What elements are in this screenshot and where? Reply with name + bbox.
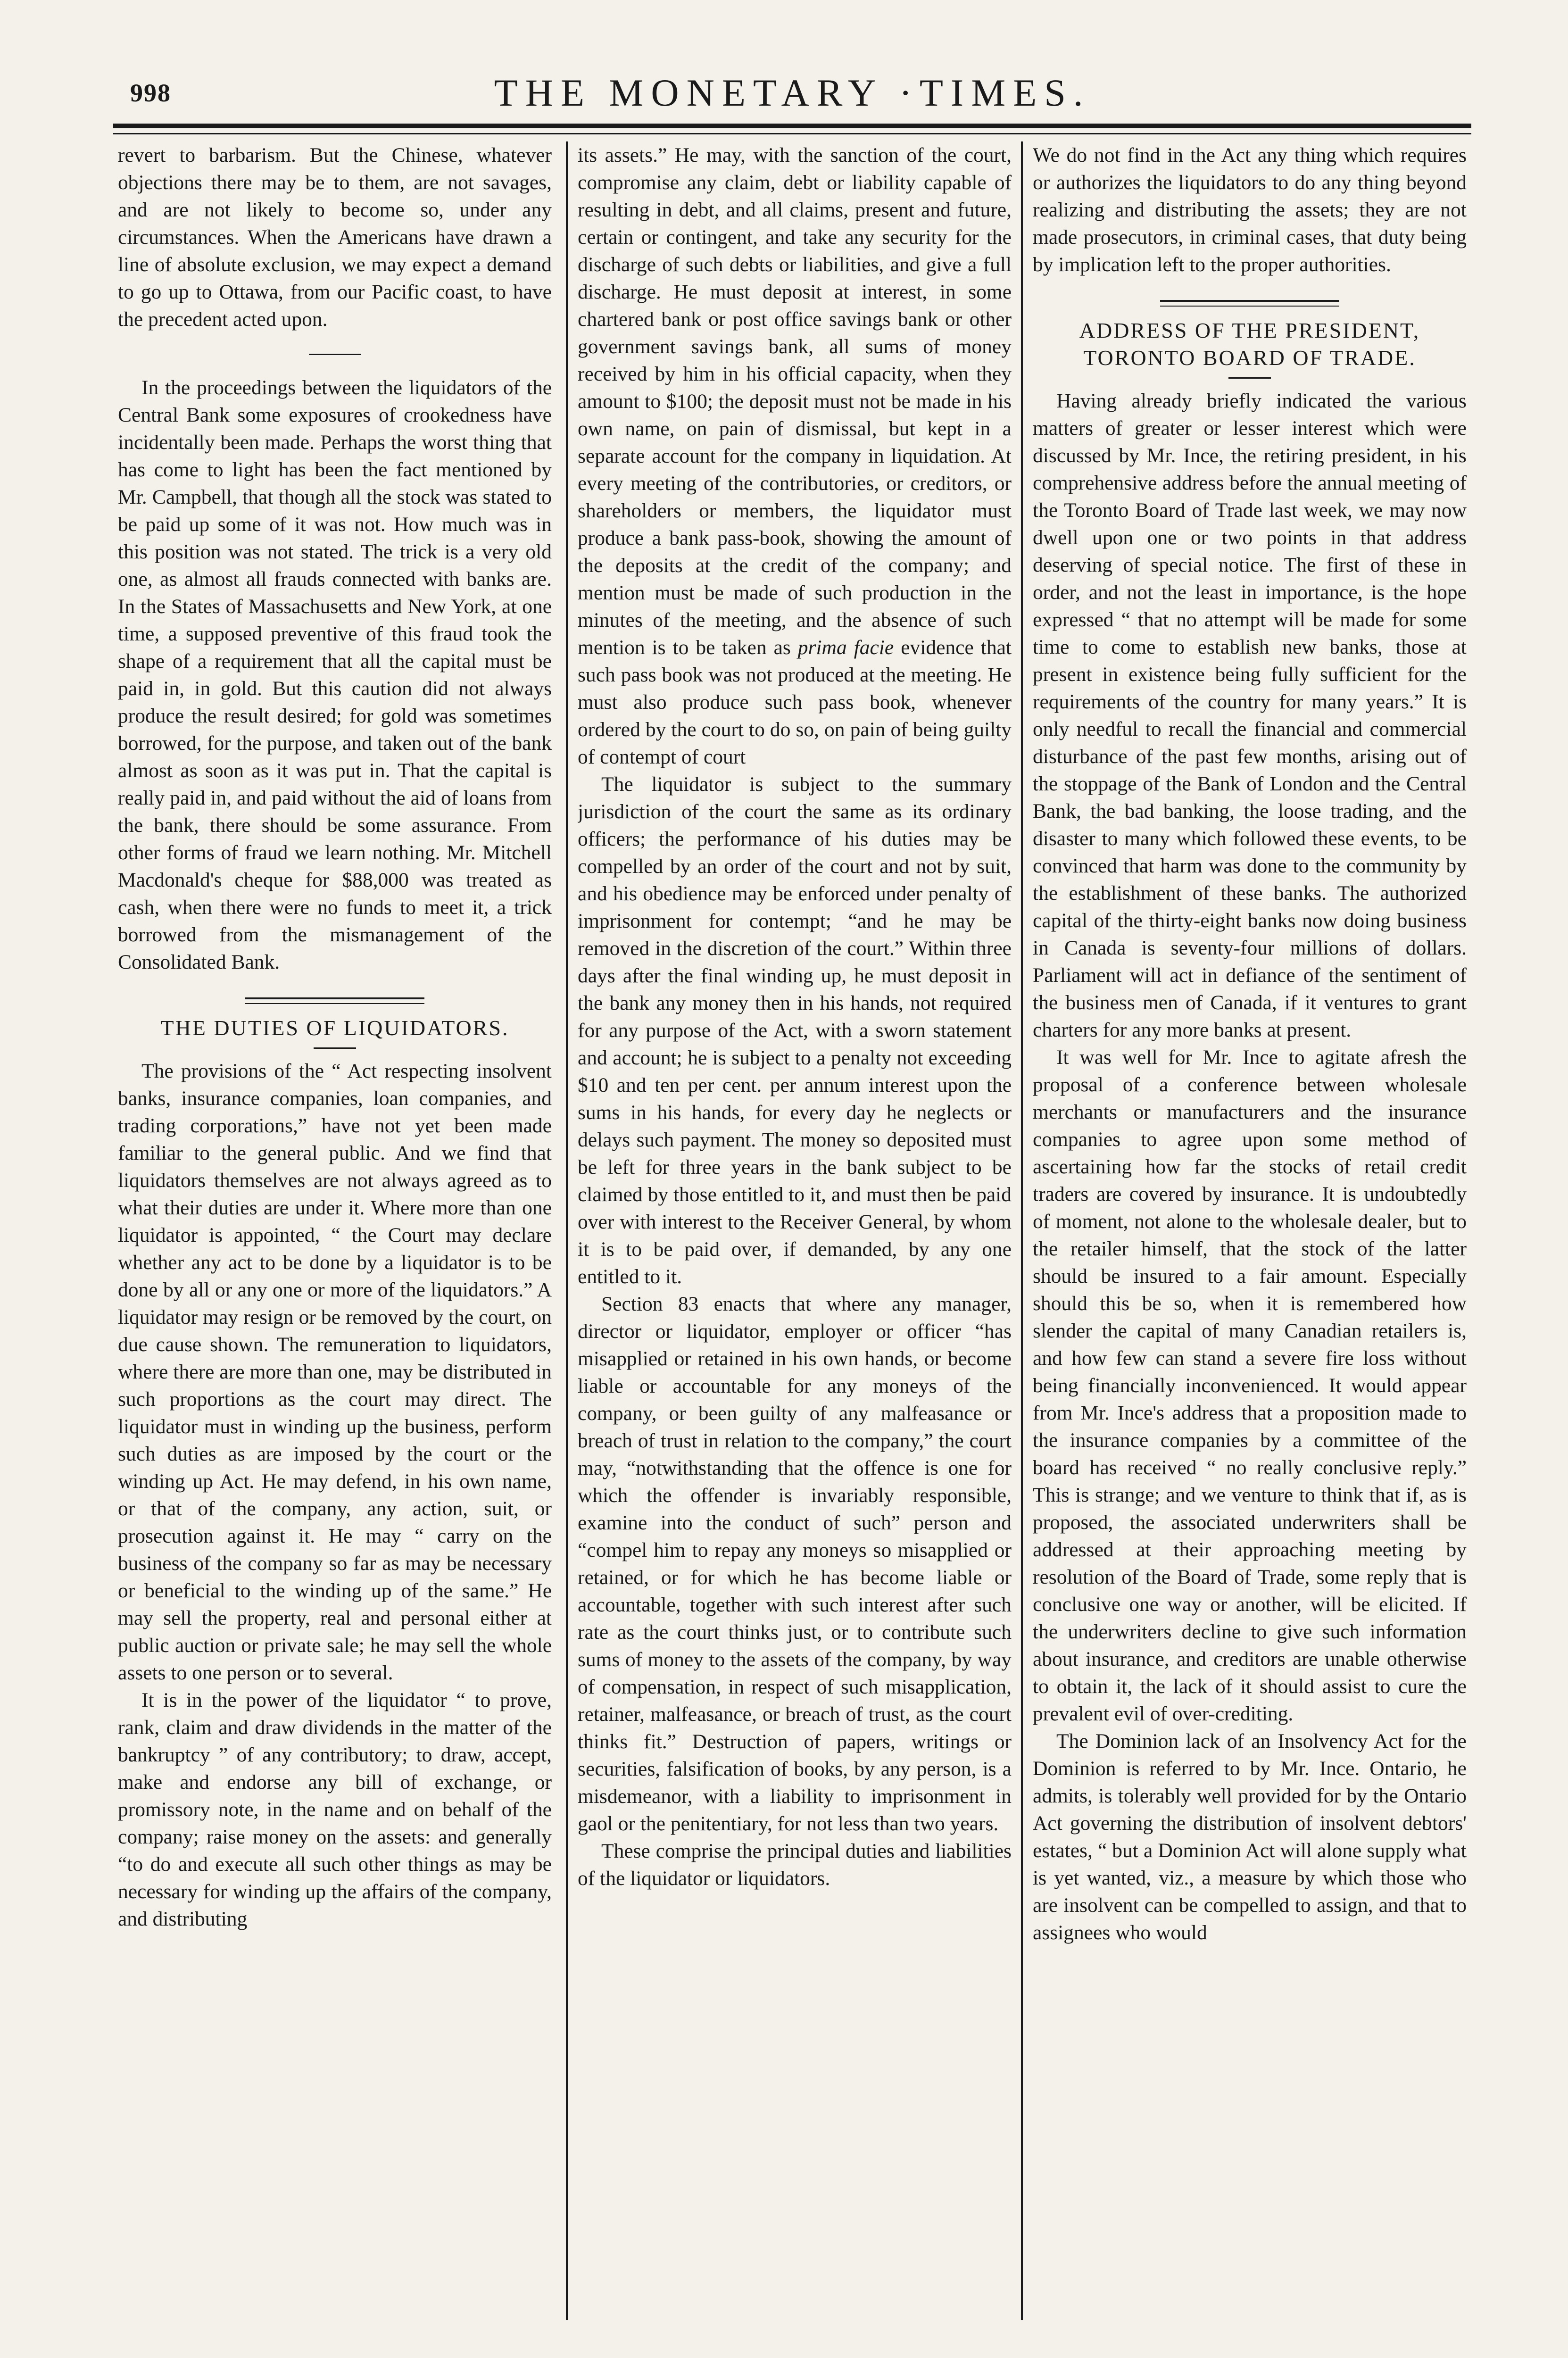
paragraph: its assets.” He may, with the sanction of the court, compromise any claim, debt or liability capable of resulting in debt, and all claims, present and future, certain or contingent, and take any security for the discharge of such debts or liabilities, and give a full discharge. He must deposit at interest, in some chartered bank or post office savings bank or other government savings bank, all sums of money received by him in his official capacity, when they amount to $100; the deposit must not be made in his own name, on pain of dismissal, but kept in a separate account for the company in liquidation. At every meeting of the contributories, or creditors, or shareholders or members, the liquidator must produce a bank pass-book, showing the amount of the deposits at the credit of the company; and mention must be made of such production in the minutes of the meeting, and the absence of such mention is to be taken as prima facie evidence that such pass book was not produced at the meeting. He must also produce such pass book, whenever ordered by the court to do so, on pain of being guilty of contempt of court bbox=[578, 144, 1012, 768]
column-separator bbox=[566, 141, 568, 2320]
paragraph: These comprise the principal duties and liabilities of the liquidator or liquidators. bbox=[578, 1840, 1012, 1890]
section-break bbox=[309, 354, 361, 355]
double-rule-divider bbox=[1160, 300, 1339, 307]
paragraph: The Dominion lack of an Insolvency Act for the Dominion is referred to by Mr. Ince. Ontario, he admits, is tolerably well provided for by the Ontario Act governing the distribution of insolvent debtors' estates, “ but a Dominion Act will alone supply what is yet wanted, viz., a measure by which those who are insolvent can be compelled to assign, and that to assignees who would bbox=[1033, 1730, 1467, 1944]
header-rule-thin bbox=[113, 133, 1471, 134]
header-rule-thick bbox=[113, 124, 1471, 128]
double-rule-divider bbox=[245, 997, 424, 1004]
heading-block bbox=[1033, 317, 1467, 379]
article-heading: THE DUTIES OF LIQUIDATORS. bbox=[160, 1016, 509, 1040]
paragraph: In the proceedings between the liquidators of the Central Bank some exposures of crookedness have incidentally been made. Perhaps the worst thing that has come to light has been the fact mentioned by Mr. Campbell, that though all the stock was stated to be paid up some of it was not. How much was in this position was not stated. The trick is a very old one, as almost all frauds connected with banks are. In the States of Massachusetts and New York, at one time, a supposed preventive of this fraud took the shape of a requirement that all the capital must be paid in, in gold. But this caution did not always produce the result desired; for gold was sometimes borrowed, for the purpose, and taken out of the bank almost as soon as it was put in. That the capital is really paid in, and paid without the aid of loans from the bank, there should be some assurance. From other forms of fraud we learn nothing. Mr. Mitchell Macdonald's cheque for $88,000 was treated as cash, when there were no funds to meet it, a trick borrowed from the mismanagement of the Consolidated Bank. bbox=[118, 376, 552, 973]
paragraph: We do not find in the Act any thing which requires or authorizes the liquidators to do any thing beyond realizing and distributing the assets; they are not made prosecutors, in criminal cases, that duty being by implication left to the proper authorities. bbox=[1033, 144, 1467, 276]
paragraph: Having already briefly indicated the various matters of greater or lesser interest which were discussed by Mr. Ince, the retiring president, in his comprehensive address before the annual meeting of the Toronto Board of Trade last week, we may now dwell upon one or two points in that address deserving of special notice. The first of these in order, and not the least in importance, is the hope expressed “ that no attempt will be made for some time to come to establish new banks, those at present in existence being fully sufficient for the requirements of the country for many years.” It is only needful to recall the financial and commercial disturbance of the past few months, arising out of the stoppage of the Bank of London and the Central Bank, the bad banking, the loose trading, and the disaster to many which followed these events, to be convinced that harm was done to the community by the establishment of these banks. The authorized capital of the thirty-eight banks now doing business in Canada is seventy-four millions of dollars. Parliament will act in defiance of the sentiment of the business men of Canada, if it ventures to grant charters for any more banks at present. bbox=[1033, 390, 1467, 1041]
paragraph: revert to barbarism. But the Chinese, whatever objections there may be to them, are not savages, and are not likely to become so, under any circumstances. When the Americans have drawn a line of absolute exclusion, we may expect a demand to go up to Ottawa, from our Pacific coast, to have the precedent acted upon. bbox=[118, 144, 552, 331]
journal-title: THE MONETARY ·TIMES. bbox=[494, 71, 1091, 114]
masthead bbox=[113, 71, 1471, 127]
heading-block bbox=[118, 1014, 552, 1049]
page-number: 998 bbox=[130, 79, 171, 107]
heading-rule bbox=[314, 1047, 356, 1049]
column-3 bbox=[1033, 141, 1467, 2311]
heading-rule bbox=[1228, 377, 1271, 379]
column-1 bbox=[118, 141, 552, 2311]
paragraph: It was well for Mr. Ince to agitate afresh the proposal of a conference between wholesale merchants or manufacturers and the insurance companies to agree upon some method of ascertaining how far the stocks of retail credit traders are covered by insurance. It is undoubtedly of moment, not alone to the wholesale dealer, but to the retailer himself, that the stock of the latter should be insured to a fair amount. Especially should this be so, when it is remembered how slender the capital of many Canadian retailers is, and how few can stand a severe fire loss without being financially inconvenienced. It would appear from Mr. Ince's address that a proposition made to the insurance companies by a committee of the board has received “ no really conclusive reply.” This is strange; and we venture to think that if, as is proposed, the associated underwriters shall be addressed at their approaching meeting by resolution of the Board of Trade, some reply that is conclusive one way or another, will be elicited. If the underwriters decline to give such information about insurance, and creditors are unable otherwise to obtain it, the lack of it should assist to cure the prevalent evil of over-crediting. bbox=[1033, 1046, 1467, 1725]
paragraph: Section 83 enacts that where any manager, director or liquidator, employer or officer “has misapplied or retained in his own hands, or become liable or accountable for any moneys of the company, or been guilty of any malfeasance or breach of trust in relation to the company,” the court may, “notwithstanding that the offence is one for which the offender is invariably responsible, examine into the conduct of such” person and “compel him to repay any moneys so misapplied or retained, or for which he has become liable or accountable, together with such interest after such rate as the court thinks just, or to contribute such sums of money to the assets of the company, by way of compensation, in respect of such misapplication, retainer, malfeasance, or breach of trust, as the court thinks fit.” Destruction of papers, writings or securities, falsification of books, by any person, is a misdemeanor, with a liability to imprisonment in gaol or the penitentiary, for not less than two years. bbox=[578, 1293, 1012, 1835]
paragraph: The provisions of the “ Act respecting insolvent banks, insurance companies, loan companies, and trading corporations,” have not yet been made familiar to the general public. And we find that liquidators themselves are not always agreed as to what their duties are under it. Where more than one liquidator is appointed, “ the Court may declare whether any act to be done by a liquidator is to be done by all or any one or more of the liquidators.” A liquidator may resign or be removed by the court, on due cause shown. The remuneration to liquidators, where there are more than one, may be distributed in such proportions as the court may direct. The liquidator must in winding up the business, perform such duties as are imposed by the court or the winding up Act. He may defend, in his own name, or that of the company, any action, suit, or prosecution against it. He may “ carry on the business of the company so far as may be necessary or beneficial to the winding up of the same.” He may sell the property, real and personal either at public auction or private sale; he may sell the whole assets to one person or to several. bbox=[118, 1060, 552, 1684]
paragraph: It is in the power of the liquidator “ to prove, rank, claim and draw dividends in the matter of the bankruptcy ” of any contributory; to draw, accept, make and endorse any bill of exchange, or promissory note, in the name and on behalf of the company; raise money on the assets: and generally “to do and execute all such other things as may be necessary for winding up the affairs of the company, and distributing bbox=[118, 1689, 552, 1930]
article-heading: ADDRESS OF THE PRESIDENT, TORONTO BOARD OF TRADE. bbox=[1079, 318, 1420, 370]
column-separator bbox=[1021, 141, 1023, 2320]
column-2 bbox=[578, 141, 1012, 2311]
paragraph: The liquidator is subject to the summary jurisdiction of the court the same as its ordinary officers; the performance of his duties may be compelled by an order of the court and not by suit, and his obedience may be enforced under penalty of imprisonment for contempt; “and he may be removed in the discretion of the court.” Within three days after the final winding up, he must deposit in the bank any money then in his hands, not required for any purpose of the Act, with a sworn statement and account; he is subject to a penalty not exceeding $10 and ten per cent. per annum interest upon the sums in his hands, for every day he neglects or delays such payment. The money so deposited must be left for three years in the bank subject to be claimed by those entitled to it, and must then be paid over with interest to the Receiver General, by whom it is to be paid over, if demanded, by any one entitled to it. bbox=[578, 773, 1012, 1288]
